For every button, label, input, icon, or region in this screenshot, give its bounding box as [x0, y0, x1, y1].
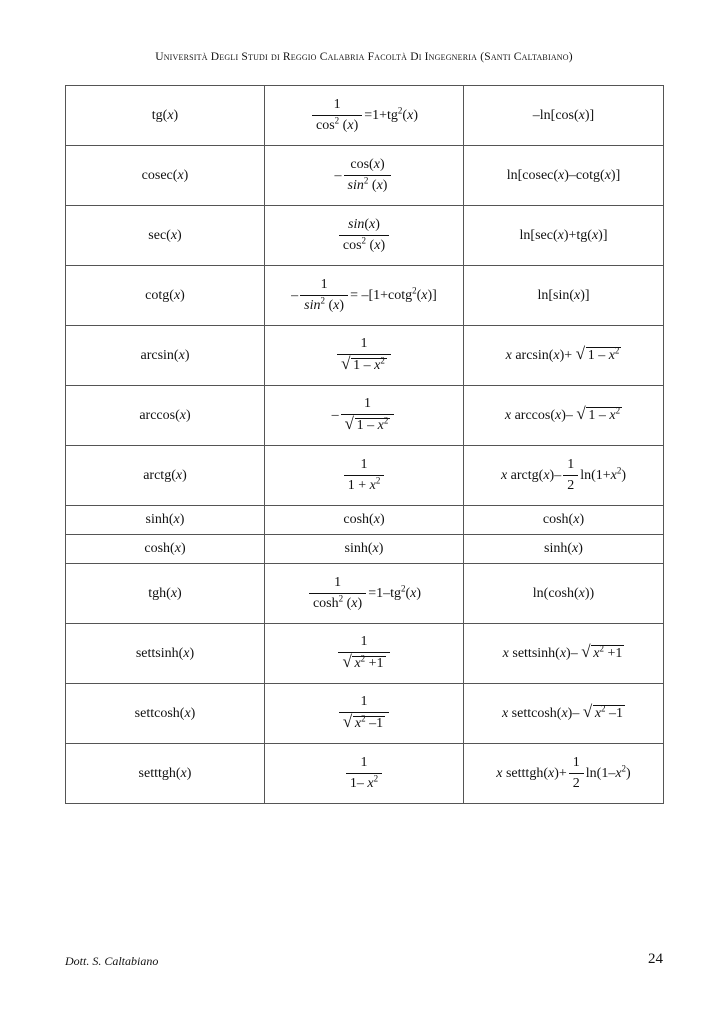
derivative-cell: 1 √ $x^2$ –1 [265, 684, 464, 744]
derivative-cell: $\frac{1}{1 + x^2}$ [265, 446, 464, 506]
integral-cell: x setttgh(x)+ $\frac{1}{2}$ $\ln(1-x^2)$ [464, 744, 664, 804]
function-cell: sec(x) [66, 206, 265, 266]
function-cell: settcosh(x) [66, 684, 265, 744]
table-row [66, 206, 664, 266]
function-cell: arcsin(x) [66, 326, 265, 386]
table-row [66, 564, 664, 624]
derivative-cell: cosh(x) [265, 506, 464, 535]
page-header [0, 51, 728, 63]
derivatives-integrals-table [65, 85, 664, 804]
integral-cell: sinh(x) [464, 535, 664, 564]
function-cell: setttgh(x) [66, 744, 265, 804]
table-row [66, 744, 664, 804]
derivative-cell: – $\frac{1}{\sin^2 (x)}$ = –[1+cotg$^2$(x)] [265, 266, 464, 326]
table-row [66, 86, 664, 146]
table-row [66, 146, 664, 206]
table-row [66, 506, 664, 535]
table-row [66, 386, 664, 446]
derivative-cell: $\frac{1}{1- x^2}$ [265, 744, 464, 804]
function-cell: arctg(x) [66, 446, 265, 506]
derivative-cell: 1 √ $1 - x^2$ [265, 326, 464, 386]
header-text: Università Degli Studi di Reggio Calabria Facoltà Di Ingegneria (Santi Caltabiano) [155, 51, 573, 63]
integral-cell: x arcsin(x)+ √ $1 - x^2$ [464, 326, 664, 386]
function-cell: sinh(x) [66, 506, 265, 535]
integral-cell: –ln[cos(x)] [464, 86, 664, 146]
derivative-cell: $\frac{\sin(x)}{\cos^2 (x)}$ [265, 206, 464, 266]
table-row [66, 266, 664, 326]
integral-cell: ln[cosec(x)–cotg(x)] [464, 146, 664, 206]
integral-cell: ln[sec(x)+tg(x)] [464, 206, 664, 266]
footer-author: Dott. S. Caltabiano [65, 954, 159, 968]
function-cell: arccos(x) [66, 386, 265, 446]
table-row [66, 326, 664, 386]
function-cell: cotg(x) [66, 266, 265, 326]
integral-cell: x arccos(x)– √ $1 - x^2$ [464, 386, 664, 446]
integral-cell: x arctg(x)– $\frac{1}{2}$ $\ln(1+x^2)$ [464, 446, 664, 506]
function-cell: tg(x) [66, 86, 265, 146]
derivative-cell: 1 √ $x^2 +1$ [265, 624, 464, 684]
function-cell: tgh(x) [66, 564, 265, 624]
integral-cell: cosh(x) [464, 506, 664, 535]
function-cell: cosec(x) [66, 146, 265, 206]
table-row [66, 446, 664, 506]
integral-cell: x settcosh(x)– √ $x^2$ –1 [464, 684, 664, 744]
derivative-cell: – $\frac{\cos(x)}{\sin^2 (x)}$ [265, 146, 464, 206]
function-cell: settsinh(x) [66, 624, 265, 684]
integral-cell: ln[sin(x)] [464, 266, 664, 326]
derivative-cell: – 1 √ $1 - x^2$ [265, 386, 464, 446]
table-row [66, 684, 664, 744]
table-row [66, 535, 664, 564]
derivative-cell: sinh(x) [265, 535, 464, 564]
integral-cell: x settsinh(x)– √ $x^2 +1$ [464, 624, 664, 684]
function-cell: cosh(x) [66, 535, 265, 564]
page-number: 24 [648, 951, 663, 967]
derivative-cell: $\frac{1}{\cos^2 (x)}$ $=1+tg^2(x)$ [265, 86, 464, 146]
table-row [66, 624, 664, 684]
integral-cell: ln(cosh(x)) [464, 564, 664, 624]
derivative-cell: $\frac{1}{\cosh^2 (x)}$ $=1-tg^2(x)$ [265, 564, 464, 624]
